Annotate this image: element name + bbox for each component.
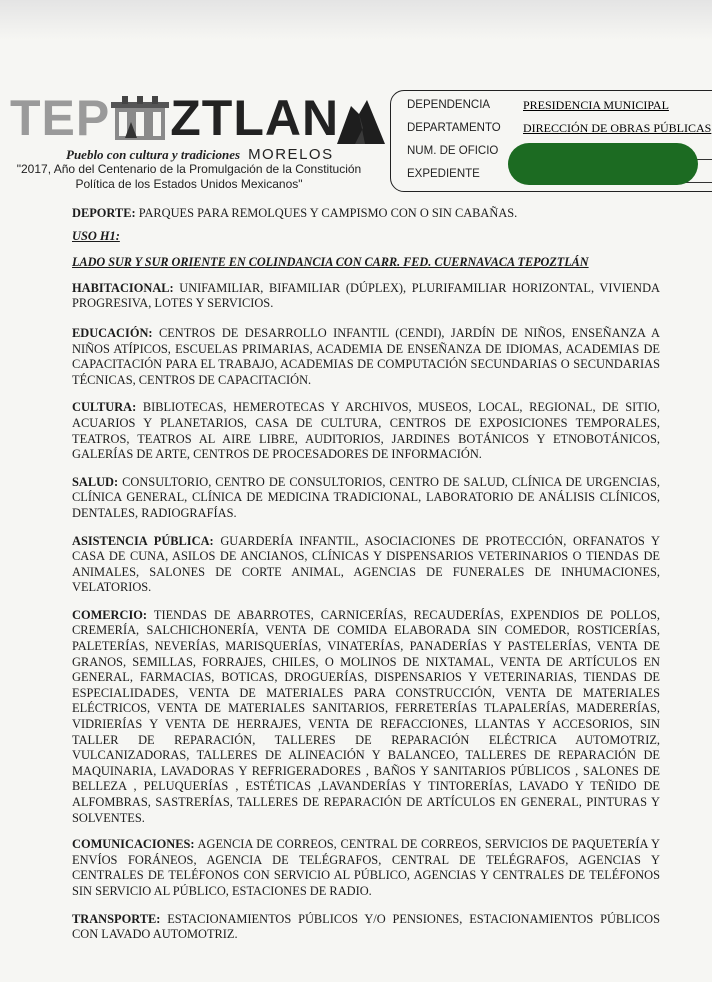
tepozteco-temple-icon	[111, 96, 169, 144]
salud-label: SALUD:	[72, 474, 119, 489]
section-cultura	[72, 400, 660, 462]
logo-state: MORELOS	[248, 146, 334, 163]
salud-text: CONSULTORIO, CENTRO DE CONSULTORIOS, CENTRO DE SALUD, CLÍNICA DE URGENCIAS, CLÍNICA GENERAL, CLÍNICA DE MEDICINA TRADICIONAL, LABORATORIO DE ANÁLISIS CLÍNICOS, DENTALES, RADIOGRAFÍAS.	[72, 474, 660, 520]
section-salud	[72, 475, 660, 522]
section-asistencia	[72, 534, 660, 596]
municipality-logo	[10, 92, 360, 202]
comercio-text: TIENDAS DE ABARROTES, CARNICERÍAS, RECAUDERÍAS, EXPENDIOS DE POLLOS, CREMERÍA, SALCHICHONERÍA, VENTA DE COMIDA ELABORADA SIN COMEDOR, ROSTICERÍAS, PALETERÍAS, NEVERÍAS, MARISQUERÍAS, VINATERÍAS, PANADERÍAS Y PASTELERÍAS, VENTA DE GRANOS, SEMILLAS, FORRAJES, CHILES, O MOLINOS DE NIXTAMAL, VENTA DE ARTÍCULOS EN GENERAL, FARMACIAS, BOTICAS, DROGUERÍAS, DISPENSARIOS Y VETERINARIAS, TIENDAS DE ESPECIALIDADES, VENTA DE MATERIALES PARA CONSTRUCCIÓN, VENTA DE MATERIALES ELÉCTRICOS, VENTA DE MATERIALES SANITARIOS, FERRETERÍAS TLAPALERÍAS, MADERERÍAS, VIDRIERÍAS Y VENTA DE HERRAJES, VENTA DE REFACCIONES, LLANTAS Y ACCESORIOS, SIN TALLER DE REPARACIÓN, TALLERES DE REPARACIÓN ELÉCTRICA AUTOMOTRIZ, VULCANIZADORAS, TALLERES DE ALINEACIÓN Y BALANCEO, TALLERES DE REPARACIÓN DE MAQUINARIA, LAVADORAS Y REFRIGERADORES , BAÑOS Y SANITARIOS PÚBLICOS , SALONES DE BELLEZA , PELUQUERÍAS , ESTÉTICAS ,LAVANDERÍAS Y TINTORERÍAS, LAVADO Y TEÑIDO DE ALFOMBRAS, SASTRERÍAS, TALLERES DE REPARACIÓN DE ARTÍCULOS EN GENERAL, PINTURAS Y SOLVENTES.	[72, 607, 660, 825]
section-comercio	[72, 608, 660, 826]
asistencia-label: ASISTENCIA PÚBLICA:	[72, 533, 214, 548]
document-body	[72, 206, 660, 943]
asistencia-text: GUARDERÍA INFANTIL, ASOCIACIONES DE PROTECCIÓN, ORFANATOS Y CASA DE CUNA, ASILOS DE ANCIANOS, CLÍNICAS Y DISPENSARIOS VETERINARIOS O TIENDAS DE ANIMALES, SALONES DE CORTE ANIMAL, AGENCIAS DE FUNERALES DE INHUMACIONES, VELATORIOS.	[72, 533, 660, 595]
comunicaciones-text: AGENCIA DE CORREOS, CENTRAL DE CORREOS, SERVICIOS DE PAQUETERÍA Y ENVÍOS FORÁNEOS, AGENCIA DE TELÉGRAFOS, CENTRAL DE TELÉGRAFOS, AGENCIAS Y CENTRALES DE TELÉFONOS CON SERVICIO AL PÚBLICO, AGENCIAS Y CENTRALES DE TELÉFONOS SIN SERVICIO AL PÚBLICO, ESTACIONES DE RADIO.	[72, 837, 660, 898]
cultura-label: CULTURA:	[72, 400, 137, 415]
redaction-mark	[508, 143, 698, 185]
deporte-label: DEPORTE:	[72, 206, 136, 220]
logo-tagline: Pueblo con cultura y tradiciones	[66, 147, 241, 162]
section-deporte	[72, 206, 660, 222]
cultura-text: BIBLIOTECAS, HEMEROTECAS Y ARCHIVOS, MUSEOS, LOCAL, REGIONAL, DE SITIO, ACUARIOS Y PLANETARIOS, CASA DE CULTURA, CENTROS DE EXPOSICIONES TEMPORALES, TEATROS, TEATROS AL AIRE LIBRE, AUDITORIOS, JARDINES BOTÁNICOS Y ETNOBOTÁNICOS, GALERÍAS DE ARTE, CENTROS DE PROCESADORES DE INFORMACIÓN.	[72, 400, 660, 462]
oficio-label: NUM. DE OFICIO	[407, 145, 499, 157]
expediente-label: EXPEDIENTE	[407, 168, 480, 180]
logo-wordmark	[10, 92, 385, 144]
departamento-value: DIRECCIÓN DE OBRAS PÚBLICAS	[523, 121, 712, 135]
logo-text-part1: TEP	[10, 90, 111, 146]
transporte-text: ESTACIONAMIENTOS PÚBLICOS Y/O PENSIONES, ESTACIONAMIENTOS PÚBLICOS CON LAVADO AUTOMOTRIZ.	[72, 911, 660, 942]
section-uso	[72, 229, 660, 245]
educacion-label: EDUCACIÓN:	[72, 325, 153, 340]
section-transporte	[72, 912, 660, 943]
logo-motto: "2017, Año del Centenario de la Promulgación de la Constitución Política de los Estados Unidos Mexicanos"	[16, 162, 362, 191]
dependencia-label: DEPENDENCIA	[407, 99, 491, 111]
mountain-icon	[337, 98, 385, 144]
section-educacion	[72, 326, 660, 388]
deporte-text: PARQUES PARA REMOLQUES Y CAMPISMO CON O SIN CABAÑAS.	[135, 206, 518, 220]
habitacional-label: HABITACIONAL:	[72, 280, 174, 295]
comercio-label: COMERCIO:	[72, 607, 148, 622]
comunicaciones-label: COMUNICACIONES:	[72, 837, 195, 852]
dependencia-value: PRESIDENCIA MUNICIPAL	[523, 98, 669, 112]
page-top-shadow	[0, 0, 712, 40]
section-habitacional	[72, 281, 660, 312]
departamento-label: DEPARTAMENTO	[407, 122, 501, 134]
section-comunicaciones	[72, 837, 660, 899]
section-lado	[72, 255, 660, 271]
logo-text-part2: ZTLAN	[170, 90, 340, 146]
uso-heading: USO H1:	[72, 228, 120, 243]
transporte-label: TRANSPORTE:	[72, 911, 161, 926]
educacion-text: CENTROS DE DESARROLLO INFANTIL (CENDI), JARDÍN DE NIÑOS, ENSEÑANZA A NIÑOS ATÍPICOS, ESCUELAS PRIMARIAS, ACADEMIA DE ENSEÑANZA DE IDIOMAS, ACADEMIAS DE CAPACITACIÓN PARA EL TRABAJO, ACADEMIAS DE COMPUTACIÓN SECUNDARIAS O SECUNDARIAS TÉCNICAS, CENTROS DE CAPACITACIÓN.	[72, 325, 660, 387]
lado-heading: LADO SUR Y SUR ORIENTE EN COLINDANCIA CON CARR. FED. CUERNAVACA TEPOZTLÁN	[72, 255, 589, 270]
habitacional-text: UNIFAMILIAR, BIFAMILIAR (DÚPLEX), PLURIFAMILIAR HORIZONTAL, VIVIENDA PROGRESIVA, LOTES Y SERVICIOS.	[72, 280, 660, 311]
